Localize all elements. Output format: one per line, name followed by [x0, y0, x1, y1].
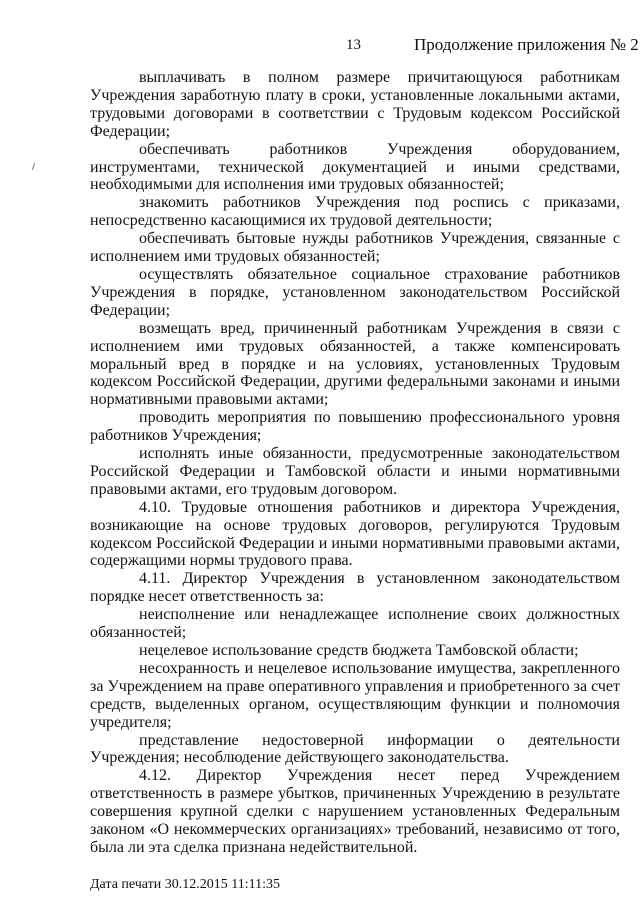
paragraph-nonperformance: неисполнение или ненадлежащее исполнение своих должностных обязанностей;: [90, 606, 620, 642]
clause-4-12: 4.12. Директор Учреждения несет перед Учреждением ответственность в размере убытков, причиненных Учреждению в результате совершения крупной сделки с нарушением установленных Федеральным законом «О некоммерческих организациях» требований, независимо от того, была ли эта сделка признана недействительной.: [90, 767, 620, 856]
paragraph-social-insurance: осуществлять обязательное социальное страхование работников Учреждения в порядке, установленном законодательством Российской Федерации;: [90, 265, 620, 319]
document-body: [90, 69, 620, 857]
paragraph-provide-equipment: обеспечивать работников Учреждения оборудованием, инструментами, технической документацией и иными средствами, необходимыми для исполнения ими трудовых обязанностей;: [90, 140, 620, 194]
appendix-continuation-note: Продолжение приложения № 2: [414, 35, 639, 54]
paragraph-other-duties: исполнять иные обязанности, предусмотренные законодательством Российской Федерации и Тамбовской области и иными нормативными правовыми актами, его трудовым договором.: [90, 445, 620, 498]
paragraph-property-misuse: несохранность и нецелевое использование имущества, закрепленного за Учреждением на праве оперативного управления и приобретенного за счет средств, выделенных органом, осуществляющим функции и полномочия учредителя;: [90, 659, 620, 731]
margin-mark: [32, 163, 35, 170]
paragraph-household-needs: обеспечивать бытовые нужды работников Учреждения, связанные с исполнением ими трудовых обязанностей;: [90, 230, 620, 266]
paragraph-compensate-harm: возмещать вред, причиненный работникам Учреждения в связи с исполнением ими трудовых обязанностей, а также компенсировать моральный вред в порядке и на условиях, установленных Трудовым кодексом Российской Федерации, другими федеральными законами и иными нормативными правовыми актами;: [90, 319, 620, 409]
print-date-footer: Дата печати 30.12.2015 11:11:35: [90, 877, 281, 892]
paragraph-pay-wages: выплачивать в полном размере причитающуюся работникам Учреждения заработную плату в сроки, установленные локальными актами, трудовыми договорами в соответствии с Трудовым кодексом Российской Федерации;: [90, 69, 620, 140]
paragraph-professional-training: проводить мероприятия по повышению профессионального уровня работников Учреждения;: [90, 409, 620, 445]
page-number: 13: [346, 37, 361, 53]
clause-4-10: 4.10. Трудовые отношения работников и директора Учреждения, возникающие на основе трудовых договоров, регулируются Трудовым кодексом Российской Федерации и иными нормативными правовыми актами, содержащими нормы трудового права.: [90, 498, 620, 570]
clause-4-11: 4.11. Директор Учреждения в установленном законодательством порядке несет ответственность за:: [90, 570, 620, 606]
paragraph-acquaint-orders: знакомить работников Учреждения под роспись с приказами, непосредственно касающимися их трудовой деятельности;: [90, 194, 620, 230]
paragraph-false-information: представление недостоверной информации о деятельности Учреждения; несоблюдение действующего законодательства.: [90, 731, 620, 767]
paragraph-budget-misuse: нецелевое использование средств бюджета Тамбовской области;: [139, 642, 579, 659]
